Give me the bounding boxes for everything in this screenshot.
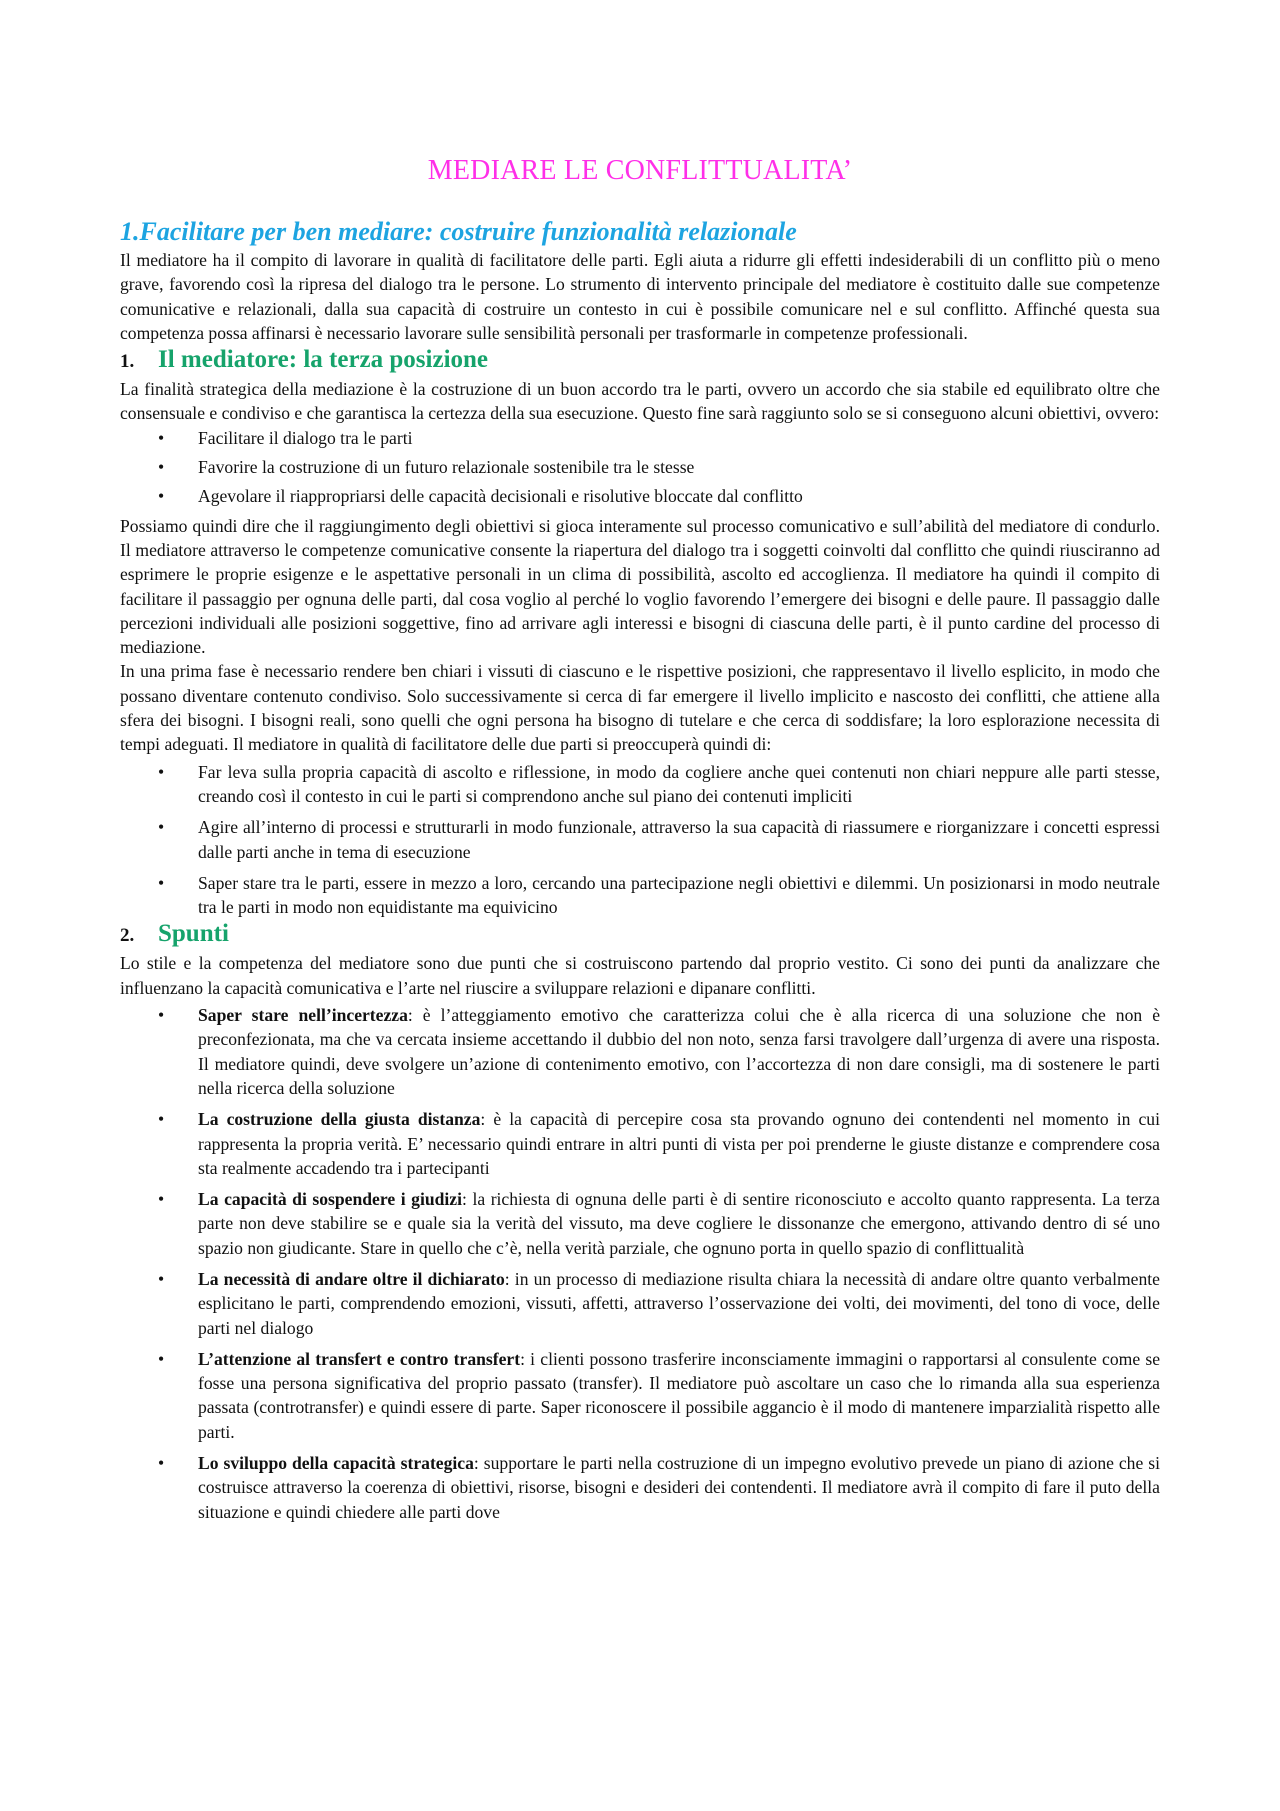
point-term: Saper stare nell’incertezza: [198, 1005, 408, 1026]
list-item: • Saper stare nell’incertezza: è l’atteggiamento emotivo che caratterizza colui che è alla ricerca di una soluzione che non è preconfezionata, ma che va cercata insieme accettando il dubbio del non noto, senza farsi travolgere dall’urgenza di avere una risposta. Il mediatore quindi, deve svolgere un’azione di contenimento emotivo, con l’accortezza di non dare consigli, ma di sostenere le parti nella ricerca della soluzione: [158, 1005, 1160, 1098]
bullet-icon: •: [158, 1268, 165, 1289]
bullet-icon: •: [158, 761, 165, 782]
section2-heading: [120, 345, 1160, 377]
section2-paragraph3: In una prima fase è necessario rendere ben chiari i vissuti di ciascuno e le rispettive posizioni, che rappresentavo il livello esplicito, in modo che possano diventare contenuto condiviso. Solo successivamente si cerca di far emergere il livello implicito e nascosto dei conflitti, che attiene alla sfera dei bisogni. I bisogni reali, sono quelli che ogni persona ha bisogno di tutelare e che cerca di soddisfare; la loro esplorazione necessita di tempi adeguati. Il mediatore in qualità di facilitatore delle due parti si preoccuperà quindi di:: [120, 661, 1160, 755]
list-item: • Agire all’interno di processi e strutturarli in modo funzionale, attraverso la sua capacità di riassumere e riorganizzare i concetti espressi dalle parti anche in tema di esecuzione: [158, 817, 1160, 862]
list-item: • Favorire la costruzione di un futuro relazionale sostenibile tra le stesse: [120, 455, 1160, 479]
section2-number: 1.: [120, 351, 135, 373]
bullet-icon: •: [158, 1189, 165, 1210]
bullet-icon: •: [158, 1348, 165, 1369]
list-item: • Facilitare il dialogo tra le parti: [120, 426, 1160, 450]
list-item: • Lo sviluppo della capacità strategica: supportare le parti nella costruzione di un impegno evolutivo prevede un piano di azione che si costruisce attraverso la coerenza di obiettivi, risorse, bisogni e desideri dei contendenti. Il mediatore avrà il compito di fare il puto della situazione e quindi chiedere alle parti dove: [158, 1453, 1160, 1522]
list-item: • Agevolare il riappropriarsi delle capacità decisionali e risolutive bloccate dal conflitto: [120, 484, 1160, 508]
section1-paragraph: Il mediatore ha il compito di lavorare in qualità di facilitatore delle parti. Egli aiuta a ridurre gli effetti indesiderabili di un conflitto più o meno grave, favorendo così la ripresa del dialogo tra le persone. Lo strumento di intervento principale del mediatore è costituito dalle sue competenze comunicative e relazionali, dalla sua capacità di costruire un contesto in cui è possibile comunicare nel e sul conflitto. Affinché questa sua competenza possa affinarsi è necessario lavorare sulle sensibilità personali per trasformarle in competenze professionali.: [120, 250, 1160, 343]
point-term: La necessità di andare oltre il dichiarato: [198, 1268, 505, 1289]
bullet-icon: •: [158, 1005, 165, 1026]
point-term: L’attenzione al transfert e contro transfert: [198, 1348, 521, 1369]
tasks-list: [120, 760, 1160, 920]
section2-heading-text: Il mediatore: la terza posizione: [158, 346, 489, 374]
document-content: [120, 216, 1160, 1524]
bullet-icon: •: [158, 817, 165, 838]
bullet-icon: •: [158, 1453, 165, 1474]
bullet-icon: •: [158, 872, 165, 893]
section3-heading-text: Spunti: [158, 920, 229, 948]
section2-intro: La finalità strategica della mediazione è la costruzione di un buon accordo tra le parti, ovvero un accordo che sia stabile ed equilibrato oltre che consensuale e condiviso e che garantisca la certezza della sua esecuzione. Questo fine sarà raggiunto solo se si conseguono alcuni obiettivi, ovvero:: [120, 379, 1160, 424]
list-item: • Far leva sulla propria capacità di ascolto e riflessione, in modo da cogliere anche quei contenuti non chiari neppure alle parti stesse, creando così il contesto in cui le parti si comprendono anche sul piano dei contenuti impliciti: [158, 761, 1160, 806]
list-item: • La costruzione della giusta distanza: è la capacità di percepire cosa sta provando ognuno dei contendenti nel momento in cui rappresenta la propria verità. E’ necessario quindi entrare in altri punti di vista per poi prenderne le giuste distanze e comprendere cosa sta realmente accadendo tra i partecipanti: [158, 1109, 1160, 1178]
point-term: La capacità di sospendere i giudizi: [198, 1189, 462, 1210]
bullet-icon: •: [158, 1109, 165, 1130]
list-item: • L’attenzione al transfert e contro transfert: i clienti possono trasferire inconsciamente immagini o rapportarsi al consulente come se fosse una persona significativa del proprio passato (transfer). Il mediatore può ascoltare un caso che lo rimanda alla sua esperienza passata (controtransfer) e quindi essere di parte. Saper riconoscere il possibile aggancio è il modo di mantenere imparzialità rispetto alle parti.: [158, 1348, 1161, 1442]
section3-number: 2.: [120, 925, 135, 947]
point-term: Lo sviluppo della capacità strategica: [198, 1453, 474, 1474]
bullet-icon: •: [158, 427, 165, 448]
bullet-icon: •: [158, 457, 165, 478]
list-item: • La capacità di sospendere i giudizi: la richiesta di ognuna delle parti è di sentire riconosciuto e accolto quanto rappresenta. La terza parte non deve stabilire se e quale sia la verità del vissuto, ma deve cogliere le dissonanze che emergono, attivando dentro di sé uno spazio non giudicante. Stare in quello che c’è, nella verità parziale, che ognuno porta in quello spazio di conflittualità: [158, 1189, 1160, 1258]
document-title: MEDIARE LE CONFLITTUALITA’: [427, 155, 853, 186]
list-item: • Saper stare tra le parti, essere in mezzo a loro, cercando una partecipazione negli obiettivi e dilemmi. Un posizionarsi in modo neutrale tra le parti in modo non equidistante ma equivicino: [158, 872, 1160, 918]
section1-heading: 1.Facilitare per ben mediare: costruire funzionalità relazionale: [120, 217, 797, 246]
section3-heading: [120, 919, 1160, 951]
point-term: La costruzione della giusta distanza: [198, 1109, 481, 1130]
list-item: • La necessità di andare oltre il dichiarato: in un processo di mediazione risulta chiara la necessità di andare oltre quanto verbalmente esplicitano le parti, comprendendo emozioni, vissuti, affetti, attraverso l’osservazione dei volti, dei movimenti, del tono di voce, delle parti nel dialogo: [158, 1268, 1160, 1338]
section3-intro: Lo stile e la competenza del mediatore sono due punti che si costruiscono partendo dal proprio vestito. Ci sono dei punti da analizzare che influenzano la capacità comunicativa e l’arte nel riuscire a sviluppare relazioni e dipanare conflitti.: [120, 953, 1160, 998]
section2-paragraph2: Possiamo quindi dire che il raggiungimento degli obiettivi si gioca interamente sul processo comunicativo e sull’abilità del mediatore di condurlo. Il mediatore attraverso le competenze comunicative consente la riapertura del dialogo tra i soggetti coinvolti dal conflitto che quindi riusciranno ad esprimere le proprie esigenze e le aspettative personali in un clima di possibilità, ascolto ed accoglienza. Il mediatore ha quindi il compito di facilitare il passaggio per ognuna delle parti, dal cosa voglio al perché lo voglio favorendo l’emergere dei bisogni e delle paure. Il passaggio dalle percezioni individuali alle posizioni soggettive, fino ad arrivare agli interessi e bisogni di ciascuna delle parti, è il punto cardine del processo di mediazione.: [120, 515, 1160, 658]
bullet-icon: •: [158, 486, 165, 507]
points-list: [120, 1003, 1160, 1524]
objectives-list: [120, 426, 1160, 509]
